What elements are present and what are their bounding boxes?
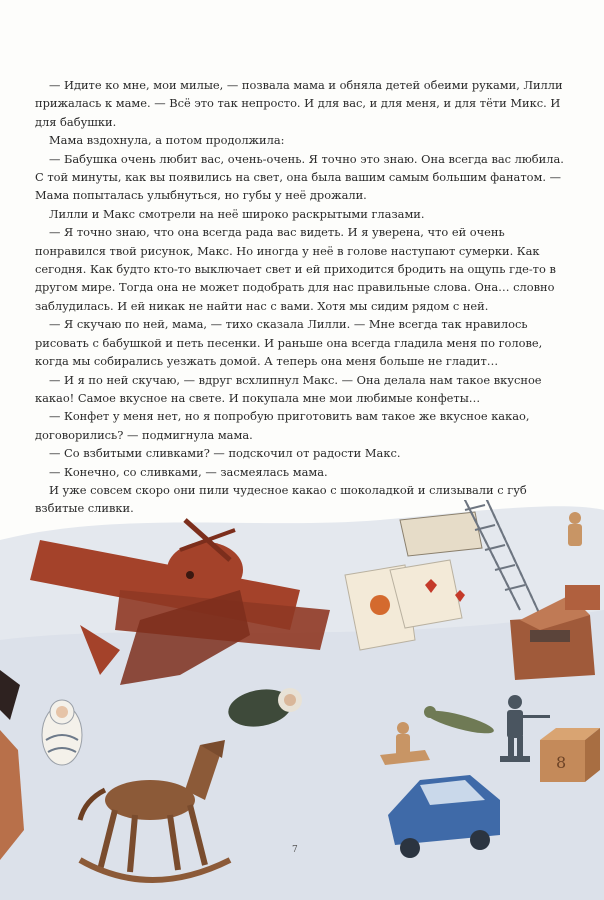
paragraph: — Я скучаю по ней, мама, — тихо сказала Лилли. — Мне всегда так нравилось рисовать с бабушкой и петь песенки. И раньше она всегда гладила меня по голове, когда мы собирались уезжать домой. А теперь она меня больше не гладит… <box>35 317 543 369</box>
paragraph: — Конечно, со сливками, — засмеялась мама. <box>49 464 328 479</box>
svg-text:8: 8 <box>556 753 567 772</box>
paragraph: — Я точно знаю, что она всегда рада вас видеть. И я уверена, что ей очень понравился твой рисунок, Макс. Но иногда у неё в голове наступают сумерки. Как сегодня. Как будто кто-то выключает свет и ей приходится бродить на ощупь где-то в другом мире. Тогда она не может подобрать для нас правильные слова. Она… словно заблудилась. И ей никак не найти нас с вами. Хотя мы сидим рядом с ней. <box>35 225 556 313</box>
paragraph: — И я по ней скучаю, — вдруг всхлипнул Макс. — Она делала нам такое вкусное какао! Самое вкусное на свете. И покупала мне мои любимые конфеты… <box>35 372 542 405</box>
paragraph: И уже совсем скоро они пили чудесное какао с шоколадкой и слизывали с губ взбитые сливки. <box>35 482 527 516</box>
paragraph: — Со взбитыми сливками? — подскочил от радости Макс. <box>49 446 401 461</box>
story-text <box>35 76 570 518</box>
paragraph: — Конфет у меня нет, но я попробую приготовить вам такое же вкусное какао, договорились? — подмигнула мама. <box>35 409 530 442</box>
toys-illustration <box>0 500 604 900</box>
paragraph: Мама вздохнула, а потом продолжила: <box>49 133 285 148</box>
paragraph: — Идите ко мне, мои милые, — позвала мама и обняла детей обеими руками, Лилли прижалась к маме. — Всё это так непросто. И для вас, и для меня, и для тёти Микс. И для бабушки. <box>35 78 563 129</box>
paragraph: Лилли и Макс смотрели на неё широко раскрытыми глазами. <box>49 206 425 221</box>
wooden-block-icon <box>540 728 600 782</box>
page-number: 7 <box>292 845 298 855</box>
paragraph: — Бабушка очень любит вас, очень-очень. Я точно это знаю. Она всегда вас любила. С той минуты, как вы появились на свет, она была вашим самым большим фанатом. — Мама попыталась улыбнуться, но губы у неё дрожали. <box>35 151 564 203</box>
